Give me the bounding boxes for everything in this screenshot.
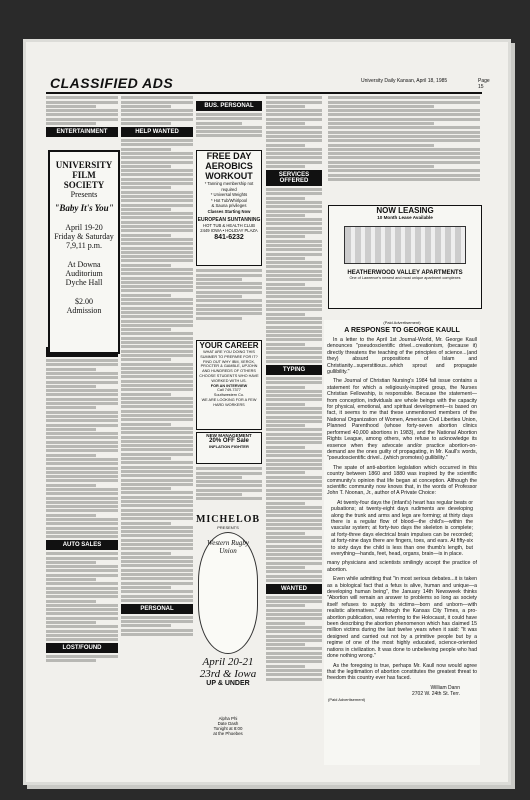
column-4 — [266, 95, 322, 767]
aerobics-ad — [196, 150, 262, 266]
lease-sub: 10 Month Lease Available — [377, 215, 433, 220]
aerobics-feature: Classes Starting Now — [207, 208, 251, 214]
column-3-middle — [196, 268, 262, 338]
classified-text-block — [196, 467, 262, 500]
alpha-line: Date Dash — [217, 721, 239, 726]
section-band-lost-found: LOST/FOUND — [46, 643, 118, 653]
film-ad-line: Dyche Hall — [65, 278, 103, 287]
classified-text-block — [328, 96, 480, 181]
section-band-wanted: WANTED — [266, 584, 322, 594]
classified-text-block — [266, 96, 322, 168]
page-number: Page 15 — [478, 78, 490, 90]
aerobics-headline: FREE DAY AEROBICS WORKOUT — [205, 151, 253, 181]
column-2 — [121, 95, 193, 767]
page-header — [26, 73, 490, 91]
film-ad-line: Friday & Saturday — [54, 232, 114, 241]
aerobics-brand: EUROPEAN SUNTANNING — [197, 216, 261, 223]
career-company: Southwestern Co. — [213, 393, 245, 398]
film-ad-line: April 19-20 — [65, 223, 103, 232]
film-society-ad — [48, 150, 120, 354]
career-text: FIND OUT WHY IBM, XEROX, PROCTER & GAMBLE, UPJOHN AND HUNDREDS OF OTHERS CHOOSE STUDENTS WHO HAVE WORKED WITH US. — [199, 359, 259, 383]
aerobics-feature: * Tanning membership not required — [204, 181, 254, 192]
letter-signature: William Dann — [430, 684, 460, 691]
classified-text-block — [46, 96, 118, 125]
classified-text-block — [46, 359, 118, 538]
paid-advertisement-letter — [324, 320, 480, 765]
career-text: WE ARE LOOKING FOR A FEW HARD WORKERS — [201, 397, 257, 407]
alpha-line: at the Phoebes — [213, 731, 243, 736]
aerobics-phone: 841-6232 — [214, 233, 244, 241]
michelob-sub: PRESENTS — [217, 525, 239, 530]
rugby-event: Western Rugby Union — [207, 539, 249, 555]
aerobics-address: 2449 IOWA • HOLIDAY PLAZA — [200, 228, 258, 234]
film-ad-line: SOCIETY — [63, 180, 105, 190]
michelob-rugby-ad — [194, 514, 262, 714]
column-3-lower — [196, 466, 262, 512]
classified-text-block — [196, 113, 262, 137]
alpha-line: Tonight at 8:00 — [213, 726, 243, 731]
film-ad-line: 7,9,11 p.m. — [66, 241, 102, 250]
film-title: "Baby It's You" — [54, 203, 114, 213]
letter-headline: A RESPONSE TO GEORGE KAULL — [344, 327, 460, 334]
classified-text-block — [121, 139, 193, 602]
section-band-personal: PERSONAL — [121, 604, 193, 614]
classified-text-block — [121, 616, 193, 636]
letter-quote: At twenty-four days the (infant's) heart has regular beats or pulsations; at twenty-eight days rudiments are developing along the trunk and arms and legs are forming; at thirty days there is a regular flow of blood—the child's—within the vascular system; at forty-two days the skeleton is complete; at forty-three days electrical brain impulses can be recorded; at forty-nine days there are fingers, toes, and ears. At fifty-six to sixty days the child is less than one thumb's length, but everything—hands, feet, head, organs, brain—is in place. — [331, 499, 473, 557]
classified-text-block — [266, 188, 322, 363]
mgmt-line: 20% OFF Sale — [209, 438, 249, 444]
film-ad-line: Presents — [70, 190, 98, 199]
apartment-building-illustration — [344, 226, 466, 264]
film-ad-line: Auditorium — [65, 269, 103, 278]
management-sale-ad — [196, 432, 262, 464]
lease-headline: NOW LEASING — [376, 206, 434, 215]
paid-ad-label: (Paid Advertisement) — [328, 696, 366, 702]
letter-body — [324, 337, 480, 682]
section-band-typing: TYPING — [266, 365, 322, 375]
letter-address: 2702 W. 24th St. Terr. — [412, 690, 460, 697]
career-ad — [196, 340, 262, 430]
mgmt-line: INFLATION FIGHTER — [209, 444, 249, 449]
alpha-line: Alpha Phi — [218, 716, 238, 721]
film-ad-line: FILM — [72, 170, 96, 180]
aerobics-brand-sub: HOT TUB & HEALTH CLUB — [203, 222, 255, 228]
rugby-sponsor: UP & UNDER — [206, 680, 250, 687]
section-title: CLASSIFIED ADS — [50, 75, 174, 91]
column-5-top — [328, 95, 480, 201]
rugby-date: April 20-21 — [202, 656, 254, 668]
letter-paragraph: Even while admitting that "in most serious debates...it is taken as a biological fact that a fetus is alive, human and unique—a developing human being", the January 14th Newsweek thinks "Abortion will remain an answer to problems so long as society itself refuses to supply its victims—born and unborn—with realistic alternatives." Although the Kansas City Times, a pro-abortion publication, was referring to the Holocaust, it could have been describing the abortion phenomenon which has claimed 15 million victims during the last twelve years when it said: "It was designed and carried out not by a primitive people but by a regime of one of the most highly educated, science-oriented nations in civilization. It was done to unbelieving people who had done nothing wrong." — [327, 576, 477, 660]
film-ad-line: Admission — [66, 306, 102, 315]
classified-text-block — [266, 596, 322, 681]
section-band-services: SERVICES OFFERED — [266, 170, 322, 186]
michelob-brand: MICHELOB — [195, 514, 261, 525]
paper-dateline: University Daily Kansan, April 18, 1985 — [361, 78, 448, 84]
aerobics-feature: * Universal Weights — [210, 192, 248, 198]
section-band-help-wanted: HELP WANTED — [121, 127, 193, 137]
rugby-illustration — [198, 532, 258, 654]
heatherwood-lease-ad — [328, 205, 482, 309]
aerobics-feature: & Sauna privileges — [211, 203, 247, 209]
paid-ad-label: (Paid Advertisement) — [383, 320, 421, 325]
mgmt-line: NEW MANAGEMENT — [206, 433, 252, 438]
letter-paragraph: In a letter to the April 1st Journal-World, Mr. George Kaull denounces "pseudoscientific drivel...creationism, (because it) directly threatens the teaching of the principles of science...(and they) absurd propositions of Islam and Christianity...superstitious...which sprout and propagate gullibility." — [327, 337, 477, 376]
section-band-bus-personal: BUS. PERSONAL — [196, 101, 262, 111]
header-rule — [46, 92, 482, 94]
career-text: WHAT ARE YOU DOING THIS SUMMER TO PREPARE FOR IT? — [200, 350, 258, 359]
lease-tagline: One of Lawrence's newest and most unique apartment complexes — [349, 276, 461, 280]
film-ad-line: UNIVERSITY — [55, 160, 113, 170]
career-phone: Call 749-7377 — [217, 388, 241, 393]
section-band-entertainment: ENTERTAINMENT — [46, 127, 118, 137]
letter-paragraph: As the foregoing is true, perhaps Mr. Kaull now would agree that the legitimation of abortion constitutes the greatest threat to freedom this country ever has faced. — [327, 662, 477, 682]
classified-text-block — [121, 96, 193, 125]
letter-paragraph: many physicians and scientists smilingly accept the practice of abortion. — [327, 560, 477, 573]
classified-text-block — [46, 655, 118, 662]
letter-paragraph: The Journal of Christian Nursing's 1984 fall issue contains a statement for which a religiously-inspired group, the Nurses Christian Fellowship, is responsible. Because the statement—from conception, individuals are whole beings with the capacity for physical, emotional, and spiritual development—is based on fact, it seems to me that these unmentioned members of the National Organization of Women, American Civil Liberties Union, Planned Parenthood (whose forty-seven abortion clinics performed 40,000 abortions in 1983), and the National Abortion Rights League, among others, who refuse to acknowledge its essence when they advocate and/or practice abortion-on-demand are the ones guilty of propagating, in Mr. Kaull's words, "pseudoscientific drivel...(which promotes) gullibility." — [327, 378, 477, 462]
aerobics-feature: * Hot Tub/Whirlpool — [210, 197, 248, 203]
rugby-location: 23rd & Iowa — [199, 668, 257, 680]
lease-brand: HEATHERWOOD VALLEY APARTMENTS — [347, 270, 463, 276]
classified-text-block — [266, 377, 322, 582]
classified-text-block — [196, 269, 262, 319]
career-subhead: FOR AN INTERVIEW — [210, 383, 248, 388]
film-ad-line: At Downa — [67, 260, 101, 269]
letter-paragraph: The spate of anti-abortion legislation which occurred in this country between 1860 and 1880 was inspired by the scientific community's opinion that life began at conception. Although the scientific community now knows that, in the words of Professor John T. Noonan, Jr., author of A Private Choice: — [327, 464, 477, 497]
section-band-auto-sales: AUTO SALES — [46, 540, 118, 550]
classified-text-block — [46, 552, 118, 641]
career-headline: YOUR CAREER — [199, 341, 259, 350]
alpha-phi-ad — [196, 716, 260, 738]
film-ad-line: $2.00 — [75, 297, 93, 306]
